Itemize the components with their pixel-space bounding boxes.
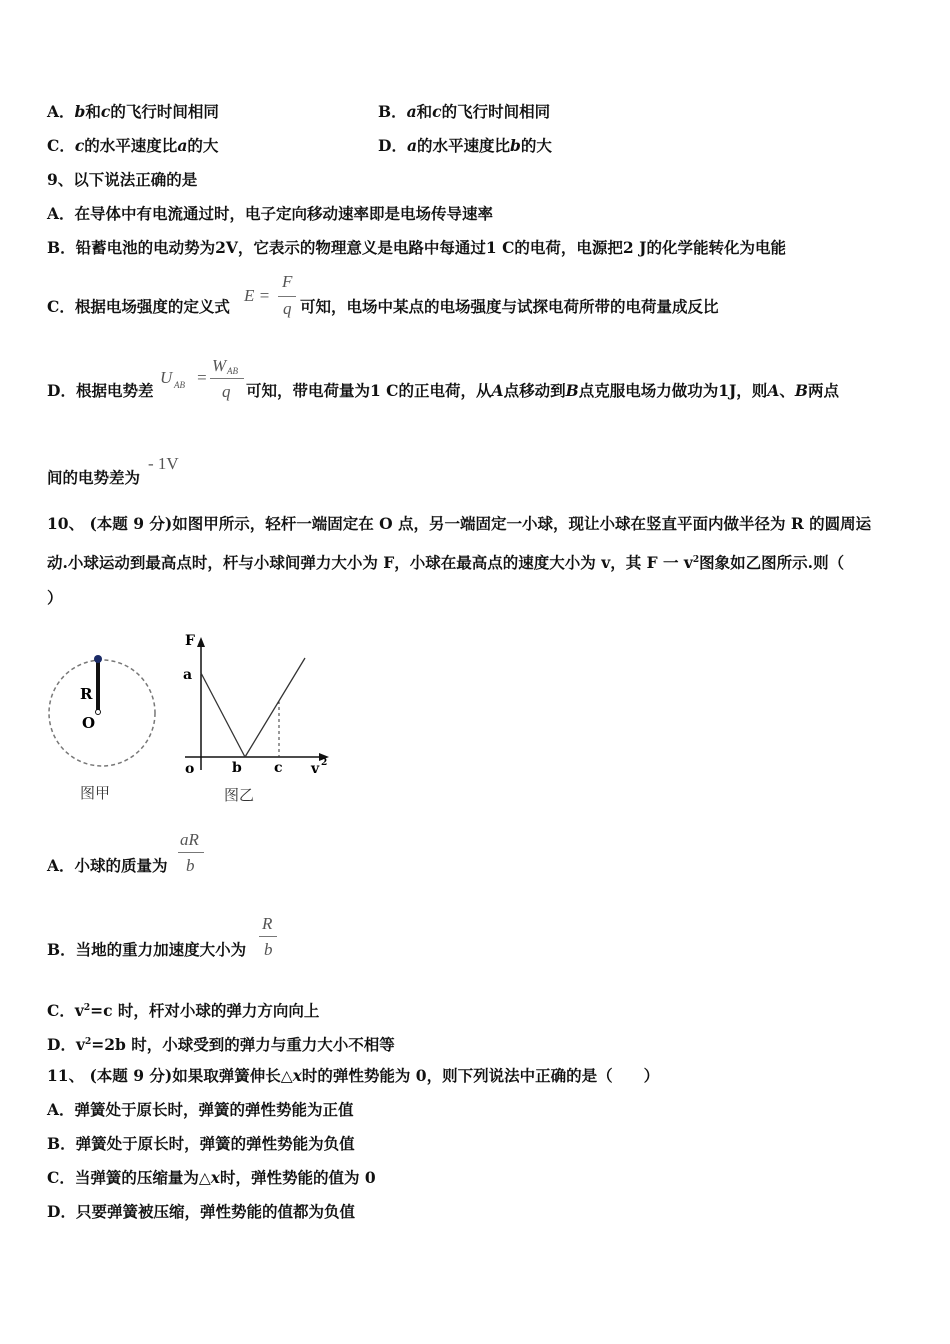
q10-option-d: D．$v^2=2b$ 时，小球受到的弹力与重力大小不相等 — [47, 1035, 395, 1054]
q9-option-c-rest: 可知，电场中某点的电场强度与试探电荷所带的电荷量成反比 — [300, 297, 719, 316]
figure-yi-caption: 图乙 — [224, 786, 255, 804]
figure-jia-caption: 图甲 — [80, 784, 111, 802]
label-a: a — [183, 667, 193, 683]
q11-option-d: D．只要弹簧被压缩，弹性势能的值都为负值 — [47, 1202, 355, 1221]
q9-option-b: B．铅蓄电池的电动势为2V，它表示的物理意义是电路中每通过1 C的电荷，电源把2 J的化学能转化为电能 — [47, 238, 786, 257]
label-c: c — [274, 760, 283, 776]
ball — [94, 655, 102, 663]
label-v-exponent: 2 — [321, 758, 328, 768]
q9-option-c-formula: E = F q — [244, 272, 304, 324]
q9-stem: 9、以下说法正确的是 — [47, 170, 198, 189]
label-b: b — [232, 760, 242, 776]
label-o: O — [82, 714, 96, 732]
q11-option-b: B．弹簧处于原长时，弹簧的弹性势能为负值 — [47, 1134, 355, 1153]
q10-option-a-text: A．小球的质量为 — [47, 856, 168, 875]
q9-option-a: A．在导体中有电流通过时，电子定向移动速率即是电场传导速率 — [47, 204, 494, 223]
q9-option-d-value: - 1V — [148, 454, 179, 473]
q9-option-d-rest: 可知，带电荷量为1 C的正电荷，从A点移动到B点克服电场力做功为1J，则A、B两点 — [246, 381, 839, 400]
q10-stem-line3: ） — [47, 588, 63, 607]
label-v: v — [311, 761, 320, 777]
q10-stem-line2: 动.小球运动到最高点时，杆与小球间弹力大小为 F，小球在最高点的速度大小为 v，其 F 一 $v^2$图象如乙图所示.则（ — [47, 553, 845, 572]
q10-option-c: C．$v^2=c$ 时，杆对小球的弹力方向向上 — [47, 1001, 320, 1020]
graph-line-ascending — [245, 658, 305, 757]
q11-stem: 11、 (本题 9 分)如果取弹簧伸长△x时的弹性势能为 0，则下列说法中正确的是（ ） — [47, 1066, 660, 1085]
q9-option-c-text: C．根据电场强度的定义式 — [47, 297, 230, 316]
label-f: F — [185, 633, 195, 649]
q8-option-b: B．a和c的飞行时间相同 — [378, 102, 551, 121]
q10-option-b-text: B．当地的重力加速度大小为 — [47, 940, 247, 959]
q10-stem-line1: 10、 (本题 9 分)如图甲所示，轻杆一端固定在 O 点，另一端固定一小球，现让小球在竖直平面内做半径为 R 的圆周运 — [47, 514, 872, 533]
label-r: R — [80, 685, 93, 703]
q9-option-d-line2: 间的电势差为 — [47, 468, 141, 487]
y-axis-arrow — [197, 637, 205, 647]
label-origin: o — [185, 761, 195, 777]
q8-option-a: A．b和c的飞行时间相同 — [47, 102, 219, 121]
q8-option-d: D．a的水平速度比b的大 — [378, 136, 552, 155]
graph-line-descending — [201, 673, 245, 757]
q10-option-a-formula: aR b — [178, 830, 206, 878]
figure-yi — [175, 625, 335, 785]
q8-option-c: C．c的水平速度比a的大 — [47, 136, 219, 155]
q11-option-c: C．当弹簧的压缩量为△x时，弹性势能的值为 0 — [47, 1168, 376, 1187]
q10-option-b-formula: R b — [259, 914, 279, 962]
q9-option-d-formula: U AB = W AB q — [160, 356, 246, 404]
pivot-point — [96, 710, 101, 715]
circular-path — [49, 660, 155, 766]
q11-option-a: A．弹簧处于原长时，弹簧的弹性势能为正值 — [47, 1100, 354, 1119]
q9-option-d-text: D．根据电势差 — [47, 381, 154, 400]
